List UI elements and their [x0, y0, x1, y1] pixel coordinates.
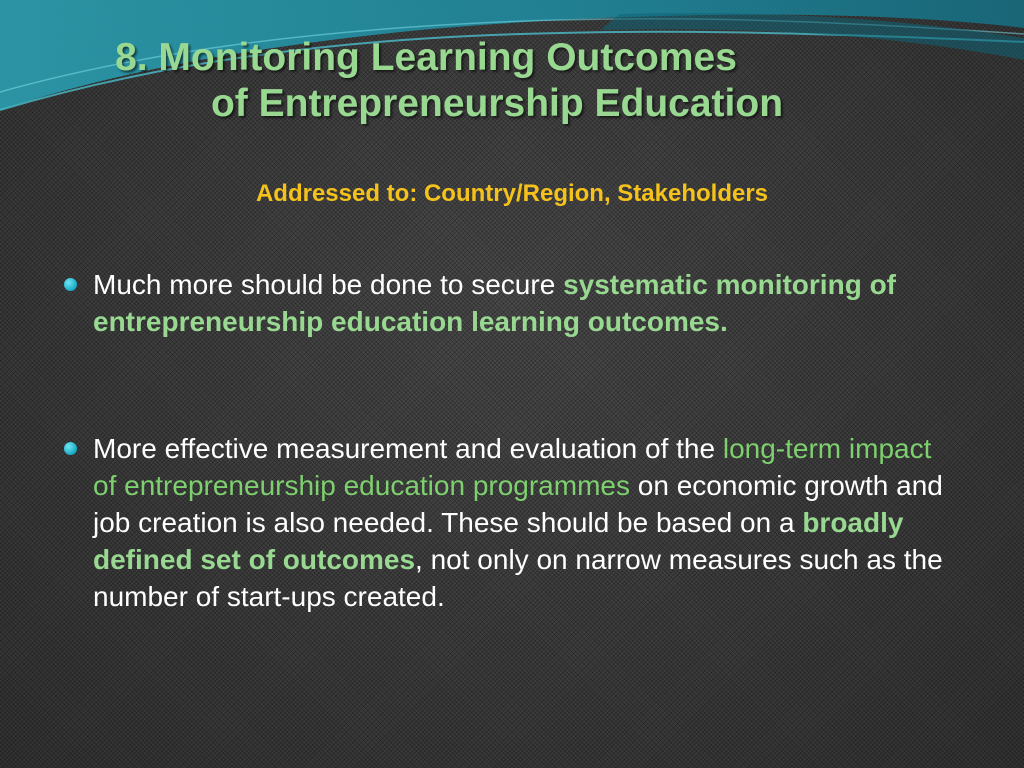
bullet-1-text: Much more should be done to secure: [93, 269, 564, 300]
title-line-2: of Entrepreneurship Education: [210, 82, 784, 125]
circle-bullet-icon: [64, 442, 77, 455]
subtitle: Addressed to: Country/Region, Stakeholders: [255, 180, 769, 207]
circle-bullet-icon: [64, 278, 77, 291]
bullet-2-highlight-b: broadly defined set of outcomes: [93, 507, 904, 575]
title-line-1: 8. Monitoring Learning Outcomes: [115, 36, 737, 79]
bullet-2-text-b: on economic growth and job creation is also needed. These should be based on a: [93, 470, 943, 538]
bullet-1-highlight: systematic monitoring of entrepreneurship education learning outcomes.: [93, 269, 896, 337]
bullet-2-text-a: More effective measurement and evaluation of the: [93, 433, 723, 464]
bullet-text-2: [93, 430, 943, 615]
bullet-2-text-c: , not only on narrow measures such as the number of start-ups created.: [93, 544, 943, 612]
bullet-2-highlight-a: long-term impact of entrepreneurship education programmes: [93, 433, 932, 501]
bullet-text-1: [93, 266, 943, 340]
